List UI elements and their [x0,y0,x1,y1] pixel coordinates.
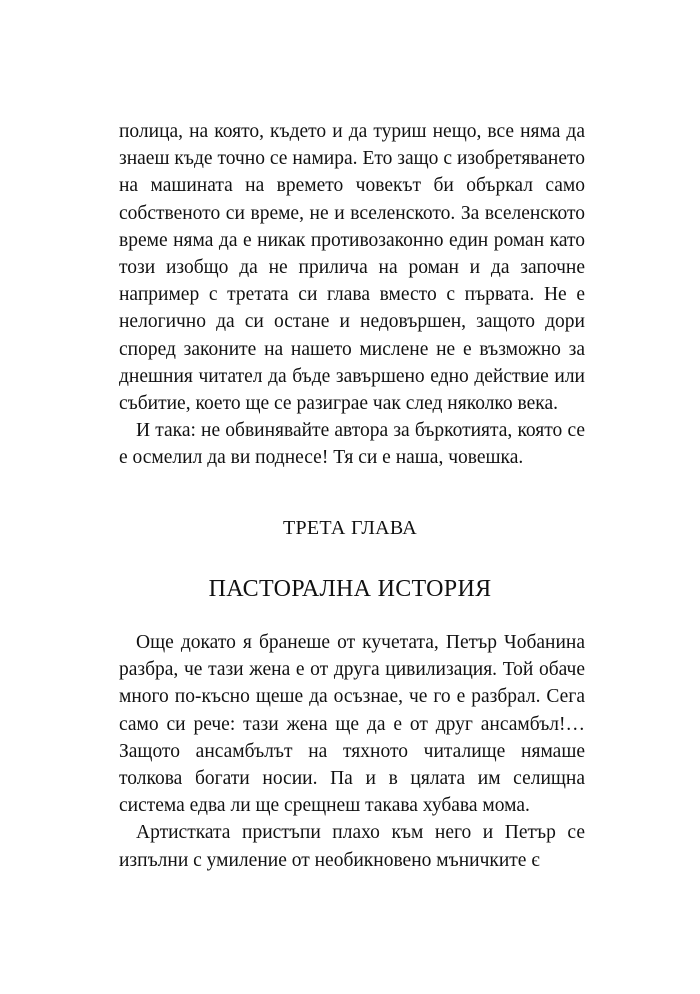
paragraph-continuation: полица, на която, където и да туриш нещо, все няма да знаеш къде точно се намира. Ето защо с изобретяването на машината на времето човекът би объркал само собственото си време, не и вселенското. За вселенското време няма да е никак противозаконно един роман като този изобщо да не прилича на роман и да започне например с третата си глава вместо с първата. Не е нелогично да си остане и недовършен, защото дори според законите на нашето мислене не е възможно за днешния читател да бъде завършено едно действие или събитие, което ще се разиграе чак след няколко века. [119,121,585,415]
paragraph: Още докато я бранеше от кучетата, Петър Чобанина разбра, че тази жена е от друга цивилизация. Той обаче много по-късно щеше да осъзнае, че го е разбрал. Сега само си рече: тази жена ще да е от друг ансамбъл!… Защото ансамбълът на тяхното читалище нямаше толкова богати носии. Па и в цялата им селищна система едва ли ще срещнеш такава хубава мома. [119,632,585,817]
chapter-text-block [119,629,585,874]
chapter-title: ПАСТОРАЛНА ИСТОРИЯ [208,576,492,602]
top-text-block [119,118,585,472]
paragraph: И така: не обвинявайте автора за бъркотията, която се е осмелил да ви поднесе! Тя си е наша, човешка. [119,420,585,469]
chapter-label: ТРЕТА ГЛАВА [282,517,418,539]
paragraph: Артистката пристъпи плахо към него и Петър се изпълни с умиление от необикновено мъничките є [119,822,585,871]
